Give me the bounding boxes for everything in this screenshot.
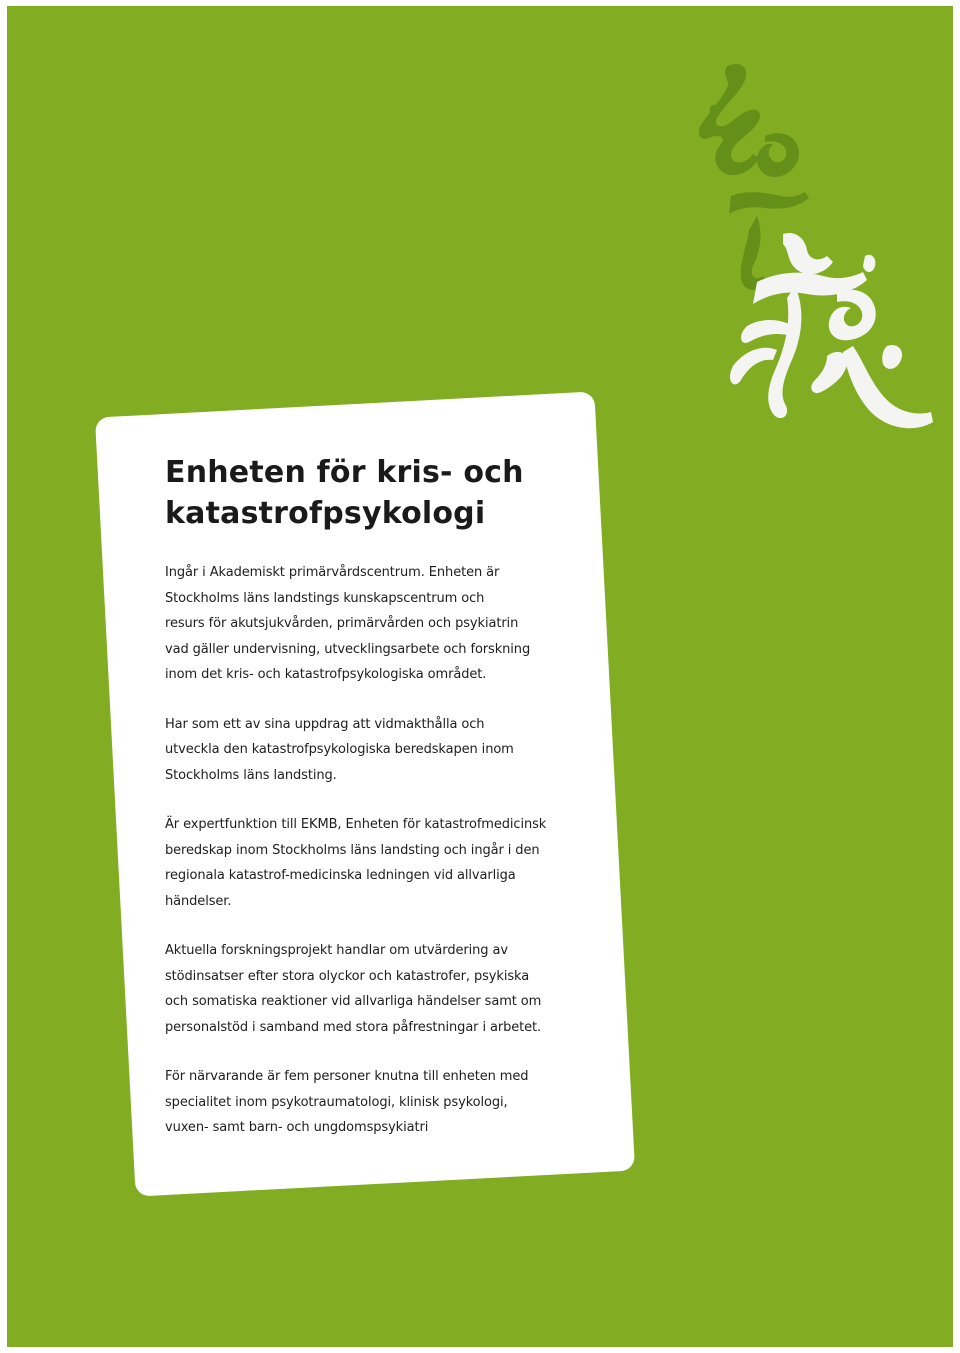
text-line: utveckla den katastrofpsykologiska beredskapen inom	[165, 742, 514, 757]
text-line: beredskap inom Stockholms läns landsting och ingår i den	[165, 842, 540, 858]
card-content	[165, 452, 605, 1165]
text-line: Stockholms läns landstings kunskapscentrum och	[165, 590, 485, 606]
paragraph-expert-function	[165, 812, 605, 914]
text-line: Aktuella forskningsprojekt handlar om utvärdering av	[165, 943, 508, 958]
text-line: regionala katastrof-medicinska ledningen vid allvarliga	[165, 868, 516, 883]
text-line: Ingår i Akademiskt primärvårdscentrum. Enheten är	[165, 565, 500, 580]
document-title	[165, 452, 605, 534]
text-line: händelser.	[165, 893, 232, 909]
paragraph-staff	[165, 1064, 605, 1141]
paragraph-research	[165, 938, 605, 1040]
title-line: katastrofpsykologi	[165, 496, 486, 531]
text-line: För närvarande är fem personer knutna till enheten med	[165, 1069, 529, 1084]
paragraph-affiliation	[165, 560, 605, 688]
text-line: vuxen- samt barn- och ungdomspsykiatri	[165, 1120, 429, 1135]
text-line: stödinsatser efter stora olyckor och katastrofer, psykiska	[165, 968, 530, 984]
text-line: specialitet inom psykotraumatologi, klinisk psykologi,	[165, 1094, 508, 1110]
text-line: Stockholms läns landsting.	[165, 767, 337, 783]
text-line: personalstöd i samband med stora påfrestningar i arbetet.	[165, 1019, 542, 1035]
title-line: Enheten för kris- och	[165, 455, 524, 490]
text-line: inom det kris- och katastrofpsykologiska området.	[165, 667, 487, 682]
chinese-calligraphy-crisis-icon	[687, 46, 947, 446]
text-line: resurs för akutsjukvården, primärvården och psykiatrin	[165, 616, 519, 631]
text-line: Har som ett av sina uppdrag att vidmakthålla och	[165, 716, 485, 732]
text-line: Är expertfunktion till EKMB, Enheten för katastrofmedicinsk	[165, 817, 547, 832]
paragraph-mission	[165, 712, 605, 789]
text-line: vad gäller undervisning, utvecklingsarbete och forskning	[165, 641, 531, 657]
text-line: och somatiska reaktioner vid allvarliga händelser samt om	[165, 994, 542, 1009]
